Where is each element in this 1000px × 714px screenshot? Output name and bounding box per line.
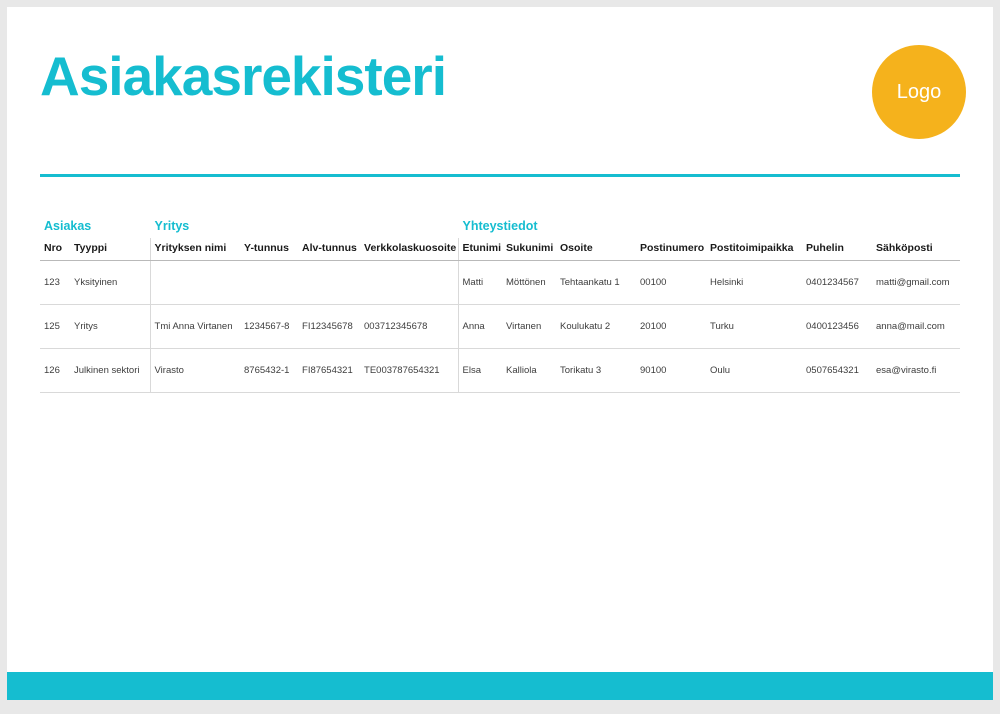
column-header-postitoimipaikka: Postitoimipaikka xyxy=(706,238,802,261)
cell-puhelin: 0507654321 xyxy=(802,349,872,393)
table-row xyxy=(40,305,960,349)
cell-etunimi: Matti xyxy=(458,261,502,305)
cell-sukunimi: Virtanen xyxy=(502,305,556,349)
cell-postinumero: 00100 xyxy=(636,261,706,305)
cell-y-tunnus: 8765432-1 xyxy=(240,349,298,393)
table-group-header-row xyxy=(40,217,960,238)
cell-nro: 123 xyxy=(40,261,70,305)
column-header-postinumero: Postinumero xyxy=(636,238,706,261)
table-header-row xyxy=(40,238,960,261)
cell-sukunimi: Kalliola xyxy=(502,349,556,393)
cell-etunimi: Anna xyxy=(458,305,502,349)
cell-osoite: Tehtaankatu 1 xyxy=(556,261,636,305)
cell-postitoimipaikka: Turku xyxy=(706,305,802,349)
cell-yrityksen-nimi: Virasto xyxy=(150,349,240,393)
cell-etunimi: Elsa xyxy=(458,349,502,393)
column-header-alv-tunnus: Alv-tunnus xyxy=(298,238,360,261)
logo xyxy=(872,45,966,139)
document-page xyxy=(7,7,993,700)
customer-register-table xyxy=(40,217,960,393)
column-header-verkkolaskuosoite: Verkkolaskuosoite xyxy=(360,238,458,261)
cell-yrityksen-nimi: Tmi Anna Virtanen xyxy=(150,305,240,349)
cell-sukunimi: Möttönen xyxy=(502,261,556,305)
cell-sahkoposti: matti@gmail.com xyxy=(872,261,960,305)
cell-nro: 126 xyxy=(40,349,70,393)
cell-postinumero: 20100 xyxy=(636,305,706,349)
cell-postitoimipaikka: Helsinki xyxy=(706,261,802,305)
title-divider xyxy=(40,174,960,177)
group-label-yritys: Yritys xyxy=(154,219,190,233)
cell-alv-tunnus xyxy=(298,261,360,305)
cell-nro: 125 xyxy=(40,305,70,349)
footer-bar xyxy=(7,672,993,700)
cell-sahkoposti: esa@virasto.fi xyxy=(872,349,960,393)
logo-label: Logo xyxy=(896,80,942,103)
cell-y-tunnus: 1234567-8 xyxy=(240,305,298,349)
cell-osoite: Torikatu 3 xyxy=(556,349,636,393)
table-row xyxy=(40,349,960,393)
cell-tyyppi: Yksityinen xyxy=(70,261,150,305)
column-header-etunimi: Etunimi xyxy=(458,238,502,261)
column-header-yrityksen-nimi: Yrityksen nimi xyxy=(150,238,240,261)
column-header-puhelin: Puhelin xyxy=(802,238,872,261)
column-header-tyyppi: Tyyppi xyxy=(70,238,150,261)
column-header-osoite: Osoite xyxy=(556,238,636,261)
cell-verkkolaskuosoite: 003712345678 xyxy=(360,305,458,349)
column-header-sahkoposti: Sähköposti xyxy=(872,238,960,261)
cell-puhelin: 0400123456 xyxy=(802,305,872,349)
cell-osoite: Koulukatu 2 xyxy=(556,305,636,349)
table-row xyxy=(40,261,960,305)
group-label-asiakas: Asiakas xyxy=(44,219,92,233)
cell-verkkolaskuosoite xyxy=(360,261,458,305)
group-label-yhteystiedot: Yhteystiedot xyxy=(462,219,538,233)
cell-puhelin: 0401234567 xyxy=(802,261,872,305)
cell-postitoimipaikka: Oulu xyxy=(706,349,802,393)
cell-alv-tunnus: FI87654321 xyxy=(298,349,360,393)
cell-yrityksen-nimi xyxy=(150,261,240,305)
document-header xyxy=(7,7,993,167)
cell-postinumero: 90100 xyxy=(636,349,706,393)
cell-tyyppi: Julkinen sektori xyxy=(70,349,150,393)
cell-tyyppi: Yritys xyxy=(70,305,150,349)
column-header-sukunimi: Sukunimi xyxy=(502,238,556,261)
cell-sahkoposti: anna@mail.com xyxy=(872,305,960,349)
column-header-y-tunnus: Y-tunnus xyxy=(240,238,298,261)
page-title: Asiakasrekisteri xyxy=(40,45,446,107)
column-header-nro: Nro xyxy=(40,238,70,261)
cell-verkkolaskuosoite: TE003787654321 xyxy=(360,349,458,393)
cell-alv-tunnus: FI12345678 xyxy=(298,305,360,349)
cell-y-tunnus xyxy=(240,261,298,305)
